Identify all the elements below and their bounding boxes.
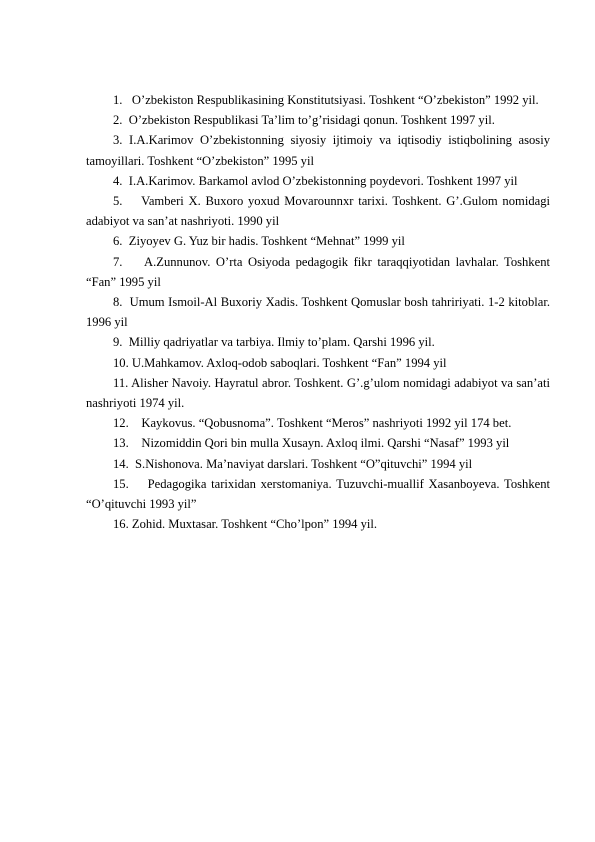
reference-list	[86, 90, 550, 534]
reference-text: O’zbekiston Respublikasi Ta’lim to’g’risidagi qonun. Toshkent 1997 yil.	[128, 113, 495, 128]
reference-number: 9.	[113, 335, 123, 350]
reference-item	[86, 514, 550, 534]
reference-number: 2.	[113, 113, 123, 128]
reference-number: 16.	[113, 517, 129, 532]
reference-item	[86, 110, 550, 130]
reference-item	[86, 252, 550, 292]
reference-item	[86, 90, 550, 110]
reference-number: 1.	[113, 93, 123, 107]
reference-item	[86, 454, 550, 474]
reference-text: Milliy qadriyatlar va tarbiya. Ilmiy to’plam. Qarshi 1996 yil.	[128, 335, 435, 350]
reference-number: 10.	[113, 355, 129, 370]
reference-text: U.Mahkamov. Axloq-odob saboqlari. Toshkent “Fan” 1994 yil	[131, 355, 447, 370]
reference-number: 13.	[113, 436, 129, 451]
reference-item	[86, 474, 550, 514]
reference-number: 15.	[113, 476, 129, 491]
reference-number: 3.	[113, 133, 123, 148]
reference-text: O’zbekiston Respublikasining Konstitutsiyasi. Toshkent “O’zbekiston” 1992 yil.	[131, 93, 539, 107]
reference-item	[86, 292, 550, 332]
reference-number: 5.	[113, 194, 123, 209]
reference-text: Umum Ismoil-Al Buxoriy Xadis. Toshkent Qomuslar bosh tahririyati. 1-2 kitoblar. 1996 yil	[86, 295, 550, 330]
reference-text: S.Nishonova. Ma’naviyat darslari. Toshkent “O”qituvchi” 1994 yil	[135, 456, 473, 471]
reference-number: 12.	[113, 416, 129, 431]
reference-item	[86, 231, 550, 251]
reference-text: Pedagogika tarixidan xerstomaniya. Tuzuvchi-muallif Xasanboyeva. Toshkent “O’qituvchi 1993 yil”	[86, 476, 550, 512]
reference-number: 8.	[113, 295, 123, 310]
reference-text: Zohid. Muxtasar. Toshkent “Cho’lpon” 1994 yil.	[131, 517, 378, 532]
reference-text: I.A.Karimov O’zbekistonning siyosiy ijtimoiy va iqtisodiy istiqbolining asosiy tamoyillari. Toshkent “O’zbekiston” 1995 yil	[86, 133, 550, 168]
reference-text: A.Zunnunov. O’rta Osiyoda pedagogik fikr taraqqiyotidan lavhalar. Toshkent “Fan” 1995 yil	[86, 254, 550, 289]
reference-item	[86, 191, 550, 231]
reference-text: Nizomiddin Qori bin mulla Xusayn. Axloq ilmi. Qarshi “Nasaf” 1993 yil	[141, 436, 510, 451]
reference-text: Ziyoyev G. Yuz bir hadis. Toshkent “Mehnat” 1999 yil	[128, 234, 405, 249]
reference-item	[86, 353, 550, 373]
reference-number: 7.	[113, 254, 123, 269]
reference-text: Alisher Navoiy. Hayratul abror. Toshkent. G’.g’ulom nomidagi adabiyot va san’ati nashriyoti 1974 yil.	[86, 375, 550, 411]
reference-item	[86, 433, 550, 453]
reference-number: 11.	[113, 375, 129, 390]
reference-text: I.A.Karimov. Barkamol avlod O’zbekistonning poydevori. Toshkent 1997 yil	[128, 173, 518, 188]
reference-number: 6.	[113, 234, 123, 249]
reference-item	[86, 171, 550, 191]
reference-item	[86, 130, 550, 170]
reference-item	[86, 413, 550, 433]
reference-text: Kaykovus. “Qobusnoma”. Toshkent “Meros” nashriyoti 1992 yil 174 bet.	[141, 416, 512, 431]
reference-item	[86, 373, 550, 413]
reference-text: Vamberi X. Buxoro yoxud Movarounnxr tarixi. Toshkent. G’.Gulom nomidagi adabiyot va san’at nashriyoti. 1990 yil	[86, 194, 550, 229]
reference-number: 14.	[113, 456, 129, 471]
reference-number: 4.	[113, 173, 123, 188]
reference-item	[86, 332, 550, 352]
